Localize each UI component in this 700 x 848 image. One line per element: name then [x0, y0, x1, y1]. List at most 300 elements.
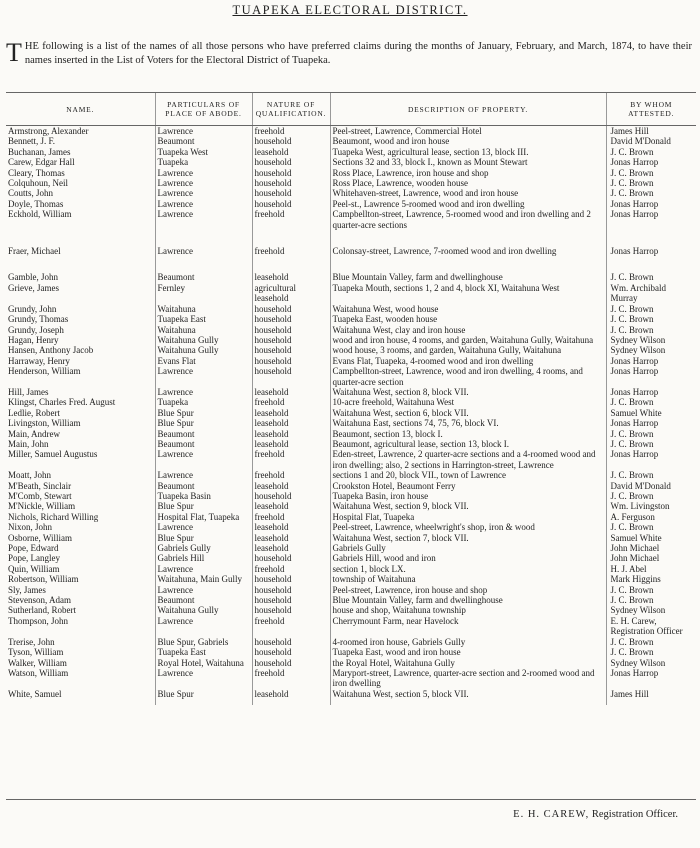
cell-abode: Beaumont — [155, 439, 252, 449]
cell-qualification: household — [252, 157, 330, 167]
cell-name: Moatt, John — [8, 470, 52, 481]
cell-qualification — [252, 256, 330, 272]
cell-abode: Lawrence — [155, 449, 252, 470]
cell-qualification: household — [252, 491, 330, 501]
cell-qualification: household — [252, 345, 330, 355]
cell-attested: J. C. Brown — [606, 397, 696, 407]
cell-qualification: freehold — [252, 209, 330, 230]
cell-description: Beaumont, section 13, block I. — [330, 429, 606, 439]
table-row — [6, 616, 696, 637]
table-row — [6, 126, 696, 137]
cell-qualification: leasehold — [252, 147, 330, 157]
cell-attested: Sydney Wilson — [606, 605, 696, 615]
cell-qualification: household — [252, 605, 330, 615]
cell-attested: J. C. Brown — [606, 188, 696, 198]
cell-attested: J. C. Brown — [606, 147, 696, 157]
table-row — [6, 408, 696, 418]
cell-abode: Lawrence — [155, 168, 252, 178]
cell-attested: John Michael — [606, 553, 696, 563]
cell-name: Miller, Samuel Augustus — [8, 449, 98, 460]
column-header-description: DESCRIPTION OF PROPERTY. — [330, 93, 606, 126]
table-row — [6, 647, 696, 657]
cell-qualification: freehold — [252, 126, 330, 137]
cell-name: Osborne, William — [8, 532, 72, 543]
cell-description: Waitahuna West, section 8, block VII. — [330, 387, 606, 397]
cell-name: Trerise, John — [8, 636, 55, 647]
cell-name: Walker, William — [8, 657, 67, 668]
cell-abode — [155, 230, 252, 246]
cell-attested — [606, 256, 696, 272]
cell-abode: Tuapeka — [155, 397, 252, 407]
cell-attested: Jonas Harrop — [606, 418, 696, 428]
cell-qualification: leasehold — [252, 481, 330, 491]
cell-attested: James Hill — [606, 689, 696, 705]
cell-qualification: household — [252, 595, 330, 605]
cell-name: Ledlie, Robert — [8, 407, 60, 418]
voters-table-body — [6, 126, 696, 706]
cell-qualification: leasehold — [252, 533, 330, 543]
column-header-qualification: NATURE OF QUALIFICATION. — [252, 93, 330, 126]
cell-description: Gabriels Hill, wood and iron — [330, 553, 606, 563]
cell-qualification: household — [252, 304, 330, 314]
cell-name — [6, 230, 155, 246]
cell-qualification: agricultural leasehold — [252, 283, 330, 304]
cell-abode: Lawrence — [155, 188, 252, 198]
cell-abode: Tuapeka — [155, 157, 252, 167]
cell-abode: Lawrence — [155, 470, 252, 480]
cell-description: Colonsay-street, Lawrence, 7-roomed wood and iron dwelling — [330, 246, 606, 256]
cell-attested: James Hill — [606, 126, 696, 137]
cell-abode: Lawrence — [155, 199, 252, 209]
cell-name: Pope, Edward — [8, 543, 59, 554]
cell-attested: J. C. Brown — [606, 168, 696, 178]
cell-qualification: freehold — [252, 470, 330, 480]
cell-description — [330, 230, 606, 246]
table-row — [6, 314, 696, 324]
cell-abode: Lawrence — [155, 522, 252, 532]
table-row-spacer — [6, 230, 696, 246]
cell-description: Blue Mountain Valley, farm and dwellinghouse — [330, 272, 606, 282]
cell-description: Tuapeka Basin, iron house — [330, 491, 606, 501]
cell-qualification: household — [252, 136, 330, 146]
cell-name: Sutherland, Robert — [8, 605, 76, 616]
table-row — [6, 418, 696, 428]
cell-attested: Samuel White — [606, 533, 696, 543]
cell-attested: Jonas Harrop — [606, 209, 696, 230]
cell-attested: Wm. Livingston — [606, 501, 696, 511]
cell-name: Tyson, William — [8, 647, 64, 658]
signature — [513, 809, 678, 820]
cell-name: Henderson, William — [8, 366, 81, 377]
signature-role: Registration Officer. — [591, 809, 678, 820]
table-row — [6, 439, 696, 449]
cell-name — [6, 256, 155, 272]
cell-name: Harraway, Henry — [8, 355, 70, 366]
cell-abode: Lawrence — [155, 126, 252, 137]
cell-name: M'Nickle, William — [8, 501, 76, 512]
cell-abode: Beaumont — [155, 272, 252, 282]
cell-attested: J. C. Brown — [606, 429, 696, 439]
cell-description: Tuapeka East, wooden house — [330, 314, 606, 324]
cell-abode: Waitahuna, Main Gully — [155, 574, 252, 584]
cell-qualification: leasehold — [252, 429, 330, 439]
cell-name: Grundy, John — [8, 303, 57, 314]
cell-qualification: household — [252, 658, 330, 668]
cell-attested: H. J. Abel — [606, 564, 696, 574]
cell-attested: Jonas Harrop — [606, 387, 696, 397]
cell-qualification: household — [252, 168, 330, 178]
table-row — [6, 199, 696, 209]
cell-description: Eden-street, Lawrence, 2 quarter-acre sections and a 4-roomed wood and iron dwelling; also, 2 sections in Harrington-street, Lawrence — [330, 449, 606, 470]
page-title: TUAPEKA ELECTORAL DISTRICT. — [232, 3, 468, 17]
cell-attested: E. H. Carew, Registration Officer — [606, 616, 696, 637]
cell-description: Tuapeka Mouth, sections 1, 2 and 4, block XI, Waitahuna West — [330, 283, 606, 304]
cell-abode: Lawrence — [155, 616, 252, 637]
table-row — [6, 304, 696, 314]
cell-qualification — [252, 230, 330, 246]
cell-description: Whitehaven-street, Lawrence, wood and iron house — [330, 188, 606, 198]
column-header-attested: BY WHOM ATTESTED. — [606, 93, 696, 126]
table-row — [6, 658, 696, 668]
cell-qualification: freehold — [252, 564, 330, 574]
cell-qualification: household — [252, 178, 330, 188]
table-row — [6, 522, 696, 532]
table-row — [6, 501, 696, 511]
cell-description: Gabriels Gully — [330, 543, 606, 553]
cell-name: Grieve, James — [8, 282, 59, 293]
cell-attested: J. C. Brown — [606, 595, 696, 605]
cell-attested: J. C. Brown — [606, 439, 696, 449]
cell-abode: Tuapeka East — [155, 647, 252, 657]
cell-description: section 1, block LX. — [330, 564, 606, 574]
cell-name: M'Comb, Stewart — [8, 491, 72, 501]
cell-name: Pope, Langley — [8, 553, 60, 564]
table-row — [6, 157, 696, 167]
cell-abode: Waitahuna Gully — [155, 345, 252, 355]
table-row — [6, 543, 696, 553]
cell-description: Peel-st., Lawrence 5-roomed wood and iron dwelling — [330, 199, 606, 209]
cell-qualification: household — [252, 574, 330, 584]
cell-name: Carew, Edgar Hall — [8, 157, 75, 168]
cell-qualification: leasehold — [252, 418, 330, 428]
table-row — [6, 585, 696, 595]
cell-qualification: leasehold — [252, 272, 330, 282]
cell-attested — [606, 230, 696, 246]
table-row — [6, 272, 696, 282]
cell-qualification: household — [252, 325, 330, 335]
table-row — [6, 356, 696, 366]
table-header-row — [6, 93, 696, 126]
cell-attested: Jonas Harrop — [606, 668, 696, 689]
cell-abode: Tuapeka West — [155, 147, 252, 157]
cell-abode: Lawrence — [155, 246, 252, 256]
cell-description: Waitahuna West, clay and iron house — [330, 325, 606, 335]
cell-attested: Jonas Harrop — [606, 449, 696, 470]
cell-name: Grundy, Joseph — [8, 324, 64, 335]
cell-qualification: leasehold — [252, 387, 330, 397]
cell-name: Fraer, Michael — [8, 246, 61, 257]
cell-attested: Mark Higgins — [606, 574, 696, 584]
cell-description: house and shop, Waitahuna township — [330, 605, 606, 615]
cell-attested: David M'Donald — [606, 136, 696, 146]
cell-attested: J. C. Brown — [606, 585, 696, 595]
cell-description: wood and iron house, 4 rooms, and garden, Waitahuna Gully, Waitahuna — [330, 335, 606, 345]
cell-abode: Lawrence — [155, 209, 252, 230]
cell-description: Cherrymount Farm, near Havelock — [330, 616, 606, 637]
cell-description: Peel-street, Lawrence, wheelwright's shop, iron & wood — [330, 522, 606, 532]
cell-qualification: leasehold — [252, 689, 330, 705]
cell-description: Crookston Hotel, Beaumont Ferry — [330, 481, 606, 491]
cell-description: Ross Place, Lawrence, iron house and shop — [330, 168, 606, 178]
cell-name: Doyle, Thomas — [8, 198, 64, 209]
table-row — [6, 605, 696, 615]
cell-abode: Beaumont — [155, 429, 252, 439]
cell-qualification: freehold — [252, 397, 330, 407]
table-row — [6, 553, 696, 563]
cell-attested: John Michael — [606, 543, 696, 553]
table-row — [6, 689, 696, 705]
cell-description: Waitahuna West, wood house — [330, 304, 606, 314]
cell-attested: J. C. Brown — [606, 272, 696, 282]
cell-name: Robertson, William — [8, 574, 79, 585]
cell-qualification: freehold — [252, 449, 330, 470]
cell-qualification: household — [252, 188, 330, 198]
intro-paragraph — [6, 40, 692, 68]
cell-name: Main, John — [8, 438, 49, 449]
cell-name: Quin, William — [8, 563, 60, 574]
table-row — [6, 387, 696, 397]
cell-abode: Lawrence — [155, 178, 252, 188]
cell-abode: Waitahuna Gully — [155, 335, 252, 345]
cell-attested: Jonas Harrop — [606, 199, 696, 209]
cell-abode: Gabriels Gully — [155, 543, 252, 553]
column-header-abode: PARTICULARS OF PLACE OF ABODE. — [155, 93, 252, 126]
cell-qualification: leasehold — [252, 522, 330, 532]
cell-name: White, Samuel — [8, 688, 62, 699]
cell-name: Hill, James — [8, 386, 49, 397]
cell-description: the Royal Hotel, Waitahuna Gully — [330, 658, 606, 668]
cell-qualification: leasehold — [252, 439, 330, 449]
cell-abode: Beaumont — [155, 595, 252, 605]
cell-description: Beaumont, wood and iron house — [330, 136, 606, 146]
cell-abode: Tuapeka East — [155, 314, 252, 324]
cell-attested: A. Ferguson — [606, 512, 696, 522]
intro-dropcap: T — [6, 38, 22, 67]
table-row — [6, 574, 696, 584]
cell-abode: Evans Flat — [155, 356, 252, 366]
cell-description: wood house, 3 rooms, and garden, Waitahuna Gully, Waitahuna — [330, 345, 606, 355]
table-row — [6, 283, 696, 304]
cell-name: Hansen, Anthony Jacob — [8, 345, 94, 356]
cell-name: Coutts, John — [8, 188, 54, 199]
cell-description: Ross Place, Lawrence, wooden house — [330, 178, 606, 188]
table-row — [6, 168, 696, 178]
cell-abode: Blue Spur — [155, 501, 252, 511]
cell-name: Hagan, Henry — [8, 334, 59, 345]
cell-name: Nixon, John — [8, 522, 53, 533]
cell-qualification: household — [252, 199, 330, 209]
table-row — [6, 345, 696, 355]
bottom-rule — [6, 799, 696, 800]
signature-name: E. H. CAREW, — [513, 809, 590, 820]
cell-attested: Sydney Wilson — [606, 345, 696, 355]
cell-name: Armstrong, Alexander — [8, 126, 89, 136]
table-row — [6, 595, 696, 605]
cell-description: 10-acre freehold, Waitahuna West — [330, 397, 606, 407]
cell-abode: Blue Spur — [155, 533, 252, 543]
cell-attested: J. C. Brown — [606, 178, 696, 188]
cell-description: Waitahuna West, section 7, block VII. — [330, 533, 606, 543]
cell-name: Gamble, John — [8, 272, 58, 283]
cell-description: Tuapeka East, wood and iron house — [330, 647, 606, 657]
cell-name: Bennett, J. F. — [8, 136, 56, 147]
cell-attested: Jonas Harrop — [606, 246, 696, 256]
cell-qualification: leasehold — [252, 543, 330, 553]
table-row — [6, 246, 696, 256]
cell-qualification: freehold — [252, 246, 330, 256]
cell-abode: Lawrence — [155, 668, 252, 689]
cell-qualification: leasehold — [252, 501, 330, 511]
cell-name: Grundy, Thomas — [8, 314, 69, 325]
voters-table — [6, 92, 696, 705]
cell-abode: Lawrence — [155, 564, 252, 574]
cell-abode: Royal Hotel, Waitahuna — [155, 658, 252, 668]
cell-description — [330, 256, 606, 272]
cell-qualification: freehold — [252, 616, 330, 637]
cell-name: Nichols, Richard Willing — [8, 511, 99, 522]
cell-description: Campbellton-street, Lawrence, wood and iron dwelling, 4 rooms, and quarter-acre section — [330, 366, 606, 387]
cell-description: Tuapeka West, agricultural lease, section 13, block III. — [330, 147, 606, 157]
cell-abode: Waitahuna — [155, 325, 252, 335]
cell-qualification: household — [252, 335, 330, 345]
cell-name: Main, Andrew — [8, 428, 60, 439]
table-row — [6, 481, 696, 491]
cell-qualification: household — [252, 553, 330, 563]
cell-abode: Blue Spur — [155, 689, 252, 705]
table-row — [6, 188, 696, 198]
table-row — [6, 209, 696, 230]
cell-qualification: household — [252, 366, 330, 387]
cell-attested: J. C. Brown — [606, 491, 696, 501]
cell-attested: Jonas Harrop — [606, 356, 696, 366]
cell-abode: Blue Spur, Gabriels — [155, 637, 252, 647]
cell-name: M'Beath, Sinclair — [8, 480, 72, 491]
table-row — [6, 178, 696, 188]
cell-attested: Sydney Wilson — [606, 658, 696, 668]
cell-name: Colquhoun, Neil — [8, 178, 68, 189]
cell-abode: Hospital Flat, Tuapeka — [155, 512, 252, 522]
cell-attested: J. C. Brown — [606, 304, 696, 314]
cell-description: Campbellton-street, Lawrence, 5-roomed wood and iron dwelling and 2 quarter-acre sections — [330, 209, 606, 230]
cell-qualification: freehold — [252, 512, 330, 522]
cell-attested: J. C. Brown — [606, 522, 696, 532]
cell-description: township of Waitahuna — [330, 574, 606, 584]
cell-abode: Lawrence — [155, 585, 252, 595]
cell-abode: Gabriels Hill — [155, 553, 252, 563]
cell-attested: David M'Donald — [606, 481, 696, 491]
cell-name: Klingst, Charles Fred. August — [8, 397, 116, 408]
cell-description: Waitahuna West, section 6, block VII. — [330, 408, 606, 418]
cell-abode: Blue Spur — [155, 418, 252, 428]
cell-name: Sly, James — [8, 584, 46, 595]
cell-name: Eckhold, William — [8, 209, 72, 220]
cell-attested: J. C. Brown — [606, 637, 696, 647]
table-row — [6, 335, 696, 345]
cell-description: Hospital Flat, Tuapeka — [330, 512, 606, 522]
cell-abode: Waitahuna — [155, 304, 252, 314]
cell-abode: Waitahuna Gully — [155, 605, 252, 615]
cell-description: Waitahuna West, section 9, block VII. — [330, 501, 606, 511]
cell-attested: Jonas Harrop — [606, 366, 696, 387]
cell-abode — [155, 256, 252, 272]
table-row — [6, 491, 696, 501]
cell-description: Peel-street, Lawrence, Commercial Hotel — [330, 126, 606, 137]
cell-attested: J. C. Brown — [606, 325, 696, 335]
cell-attested: J. C. Brown — [606, 314, 696, 324]
cell-qualification: freehold — [252, 668, 330, 689]
cell-description: Sections 32 and 33, block I., known as Mount Stewart — [330, 157, 606, 167]
table-row — [6, 397, 696, 407]
cell-name: Cleary, Thomas — [8, 167, 65, 178]
cell-name: Buchanan, James — [8, 146, 71, 157]
cell-description: Waitahuna East, sections 74, 75, 76, block VI. — [330, 418, 606, 428]
cell-description: Waitahuna West, section 5, block VII. — [330, 689, 606, 705]
cell-qualification: household — [252, 637, 330, 647]
cell-abode: Blue Spur — [155, 408, 252, 418]
table-row — [6, 637, 696, 647]
table-row — [6, 147, 696, 157]
cell-attested: J. C. Brown — [606, 470, 696, 480]
cell-attested: Jonas Harrop — [606, 157, 696, 167]
cell-abode: Lawrence — [155, 366, 252, 387]
cell-qualification: household — [252, 314, 330, 324]
cell-description: sections 1 and 20, block VII., town of Lawrence — [330, 470, 606, 480]
cell-description: Blue Mountain Valley, farm and dwellinghouse — [330, 595, 606, 605]
table-row — [6, 366, 696, 387]
cell-abode: Fernley — [155, 283, 252, 304]
cell-name: Stevenson, Adam — [8, 595, 71, 606]
cell-description: Maryport-street, Lawrence, quarter-acre section and 2-roomed wood and iron dwelling — [330, 668, 606, 689]
table-row — [6, 325, 696, 335]
cell-description: Evans Flat, Tuapeka, 4-roomed wood and iron dwelling — [330, 356, 606, 366]
cell-abode: Beaumont — [155, 136, 252, 146]
cell-abode: Tuapeka Basin — [155, 491, 252, 501]
cell-name: Livingston, William — [8, 418, 81, 429]
cell-attested: Samuel White — [606, 408, 696, 418]
table-row — [6, 668, 696, 689]
cell-attested: Wm. Archibald Murray — [606, 283, 696, 304]
table-row — [6, 449, 696, 470]
table-row — [6, 429, 696, 439]
cell-description: Peel-street, Lawrence, iron house and shop — [330, 585, 606, 595]
table-row — [6, 533, 696, 543]
table-row — [6, 512, 696, 522]
table-row — [6, 470, 696, 480]
table-row — [6, 564, 696, 574]
table-row — [6, 136, 696, 146]
cell-description: Beaumont, agricultural lease, section 13, block I. — [330, 439, 606, 449]
cell-attested: J. C. Brown — [606, 647, 696, 657]
column-header-name: NAME. — [6, 93, 155, 126]
cell-qualification: household — [252, 647, 330, 657]
cell-name: Thompson, John — [8, 615, 69, 626]
cell-qualification: leasehold — [252, 408, 330, 418]
cell-attested: Sydney Wilson — [606, 335, 696, 345]
cell-abode: Lawrence — [155, 387, 252, 397]
table-row-spacer — [6, 256, 696, 272]
cell-name: Watson, William — [8, 667, 69, 678]
cell-qualification: household — [252, 356, 330, 366]
